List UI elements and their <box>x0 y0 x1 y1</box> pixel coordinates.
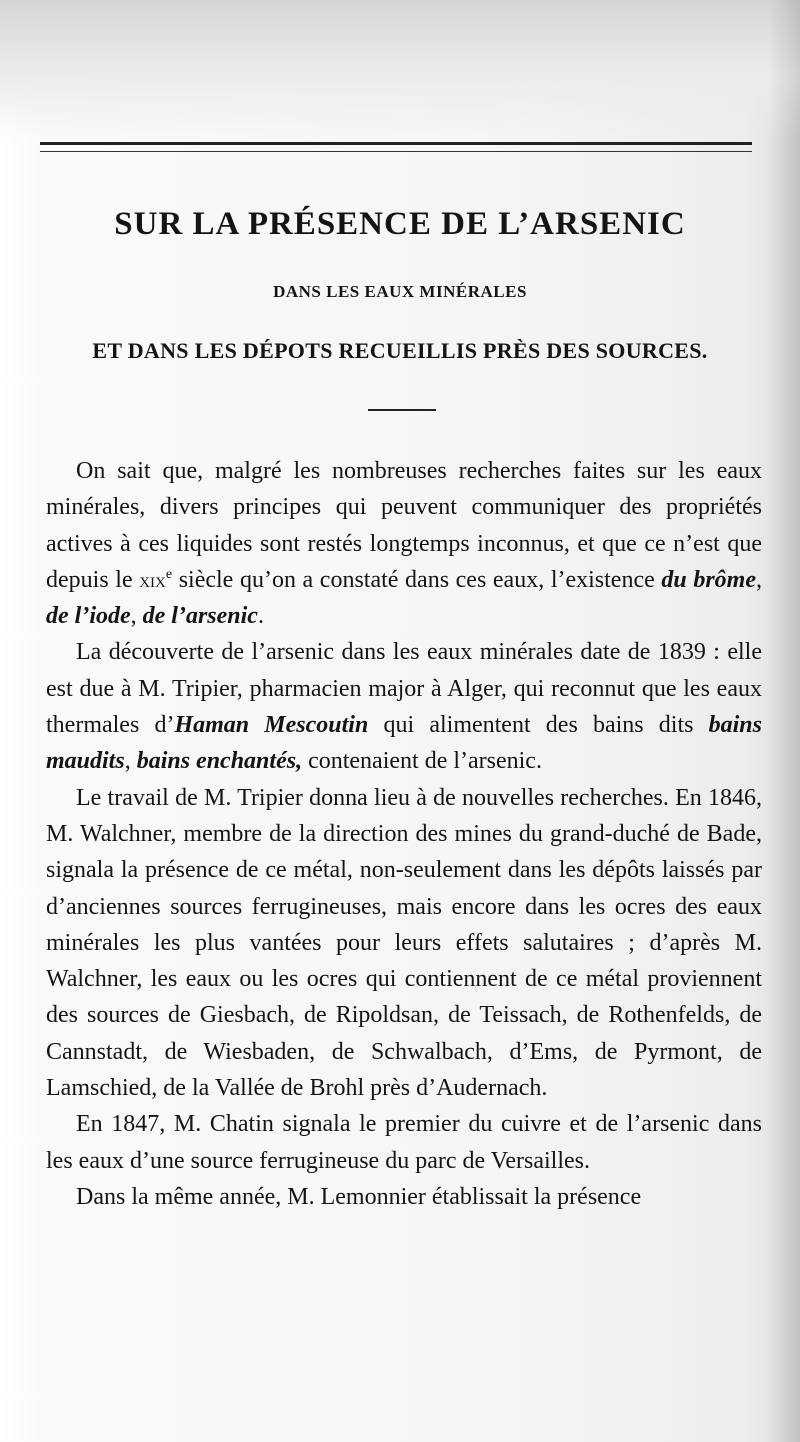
article-subtitle: DANS LES EAUX MINÉRALES <box>273 282 527 301</box>
article-subtitle-2: ET DANS LES DÉPOTS RECUEILLIS PRÈS DES SOURCES. <box>92 338 708 363</box>
paragraph-1: On sait que, malgré les nombreuses recherches faites sur les eaux minérales, divers principes qui peuvent communiquer des propriétés actives à ces liquides sont restés longtemps inconnus, et que ce n’est que depuis le xix$^e$ siècle qu’on a constaté dans ces eaux, l’existence du brôme, de l’iode, de l’arsenic. <box>46 458 762 630</box>
article-title: SUR LA PRÉSENCE DE L’ARSENIC <box>114 206 686 242</box>
article-body <box>46 453 762 1215</box>
section-separator <box>368 409 436 411</box>
paragraph-3: Le travail de M. Tripier donna lieu à de nouvelles recherches. En 1846, M. Walchner, membre de la direction des mines du grand-duché de Bade, signala la présence de ce métal, non-seulement dans les dépôts laissés par d’anciennes sources ferrugineuses, mais encore dans les ocres des eaux minérales les plus vantées pour leurs effets salutaires ; d’après M. Walchner, les eaux ou les ocres qui contiennent de ce métal proviennent des sources de Giesbach, de Ripoldsan, de Teissach, de Rothenfelds, de Cannstadt, de Wiesbaden, de Schwalbach, d’Ems, de Pyrmont, de Lamschied, de la Vallée de Brohl près d’Audernach. <box>46 784 762 1102</box>
paragraph-4: En 1847, M. Chatin signala le premier du cuivre et de l’arsenic dans les eaux d’une source ferrugineuse du parc de Versailles. <box>46 1111 762 1174</box>
paragraph-5: Dans la même année, M. Lemonnier établissait la présence <box>76 1183 642 1210</box>
paragraph-2: La découverte de l’arsenic dans les eaux minérales date de 1839 : elle est due à M. Tripier, pharmacien major à Alger, qui reconnut que les eaux thermales d’Haman Mescoutin qui alimentent des bains dits bains maudits, bains enchantés, contenaient de l’arsenic. <box>46 639 762 775</box>
header-rule <box>40 142 752 152</box>
